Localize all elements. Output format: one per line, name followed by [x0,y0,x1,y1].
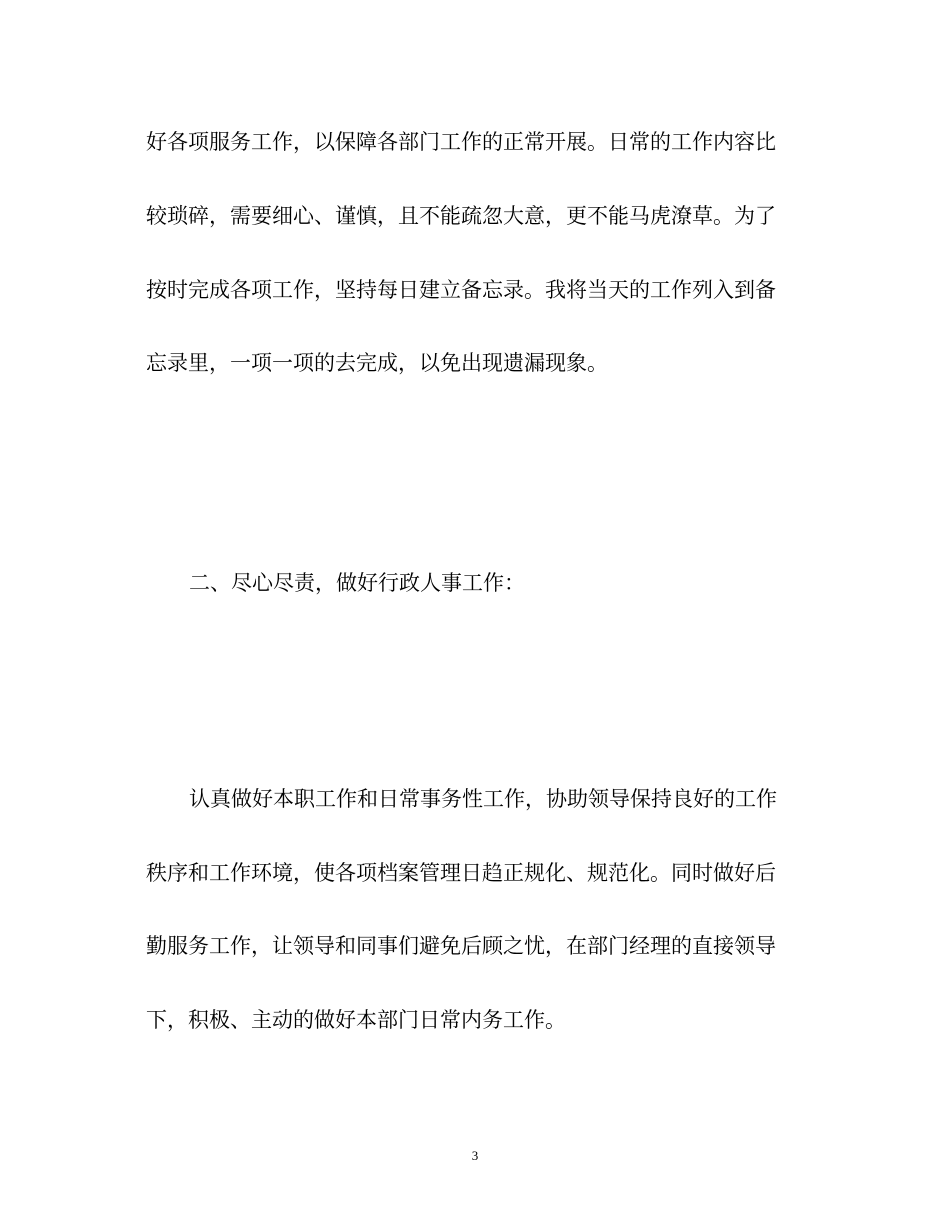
paragraph1-line-4: 忘录里，一项一项的去完成，以免出现遗漏现象。 [146,351,608,375]
paragraph1-line-2: 较琐碎，需要细心、谨慎，且不能疏忽大意，更不能马虎潦草。为了 [146,204,776,228]
page-number: 3 [471,1148,479,1163]
paragraph1-line-3: 按时完成各项工作，坚持每日建立备忘录。我将当天的工作列入到备 [146,278,776,302]
paragraph1-line-1: 好各项服务工作，以保障各部门工作的正常开展。日常的工作内容比 [146,130,776,154]
paragraph2-line-3: 勤服务工作，让领导和同事们避免后顾之忧，在部门经理的直接领导 [146,934,776,958]
paragraph2-line-1: 认真做好本职工作和日常事务性工作，协助领导保持良好的工作 [189,787,777,811]
paragraph2-line-2: 秩序和工作环境，使各项档案管理日趋正规化、规范化。同时做好后 [146,861,776,885]
section-heading: 二、尽心尽责，做好行政人事工作： [189,571,525,595]
paragraph2-line-4: 下，积极、主动的做好本部门日常内务工作。 [146,1008,566,1032]
